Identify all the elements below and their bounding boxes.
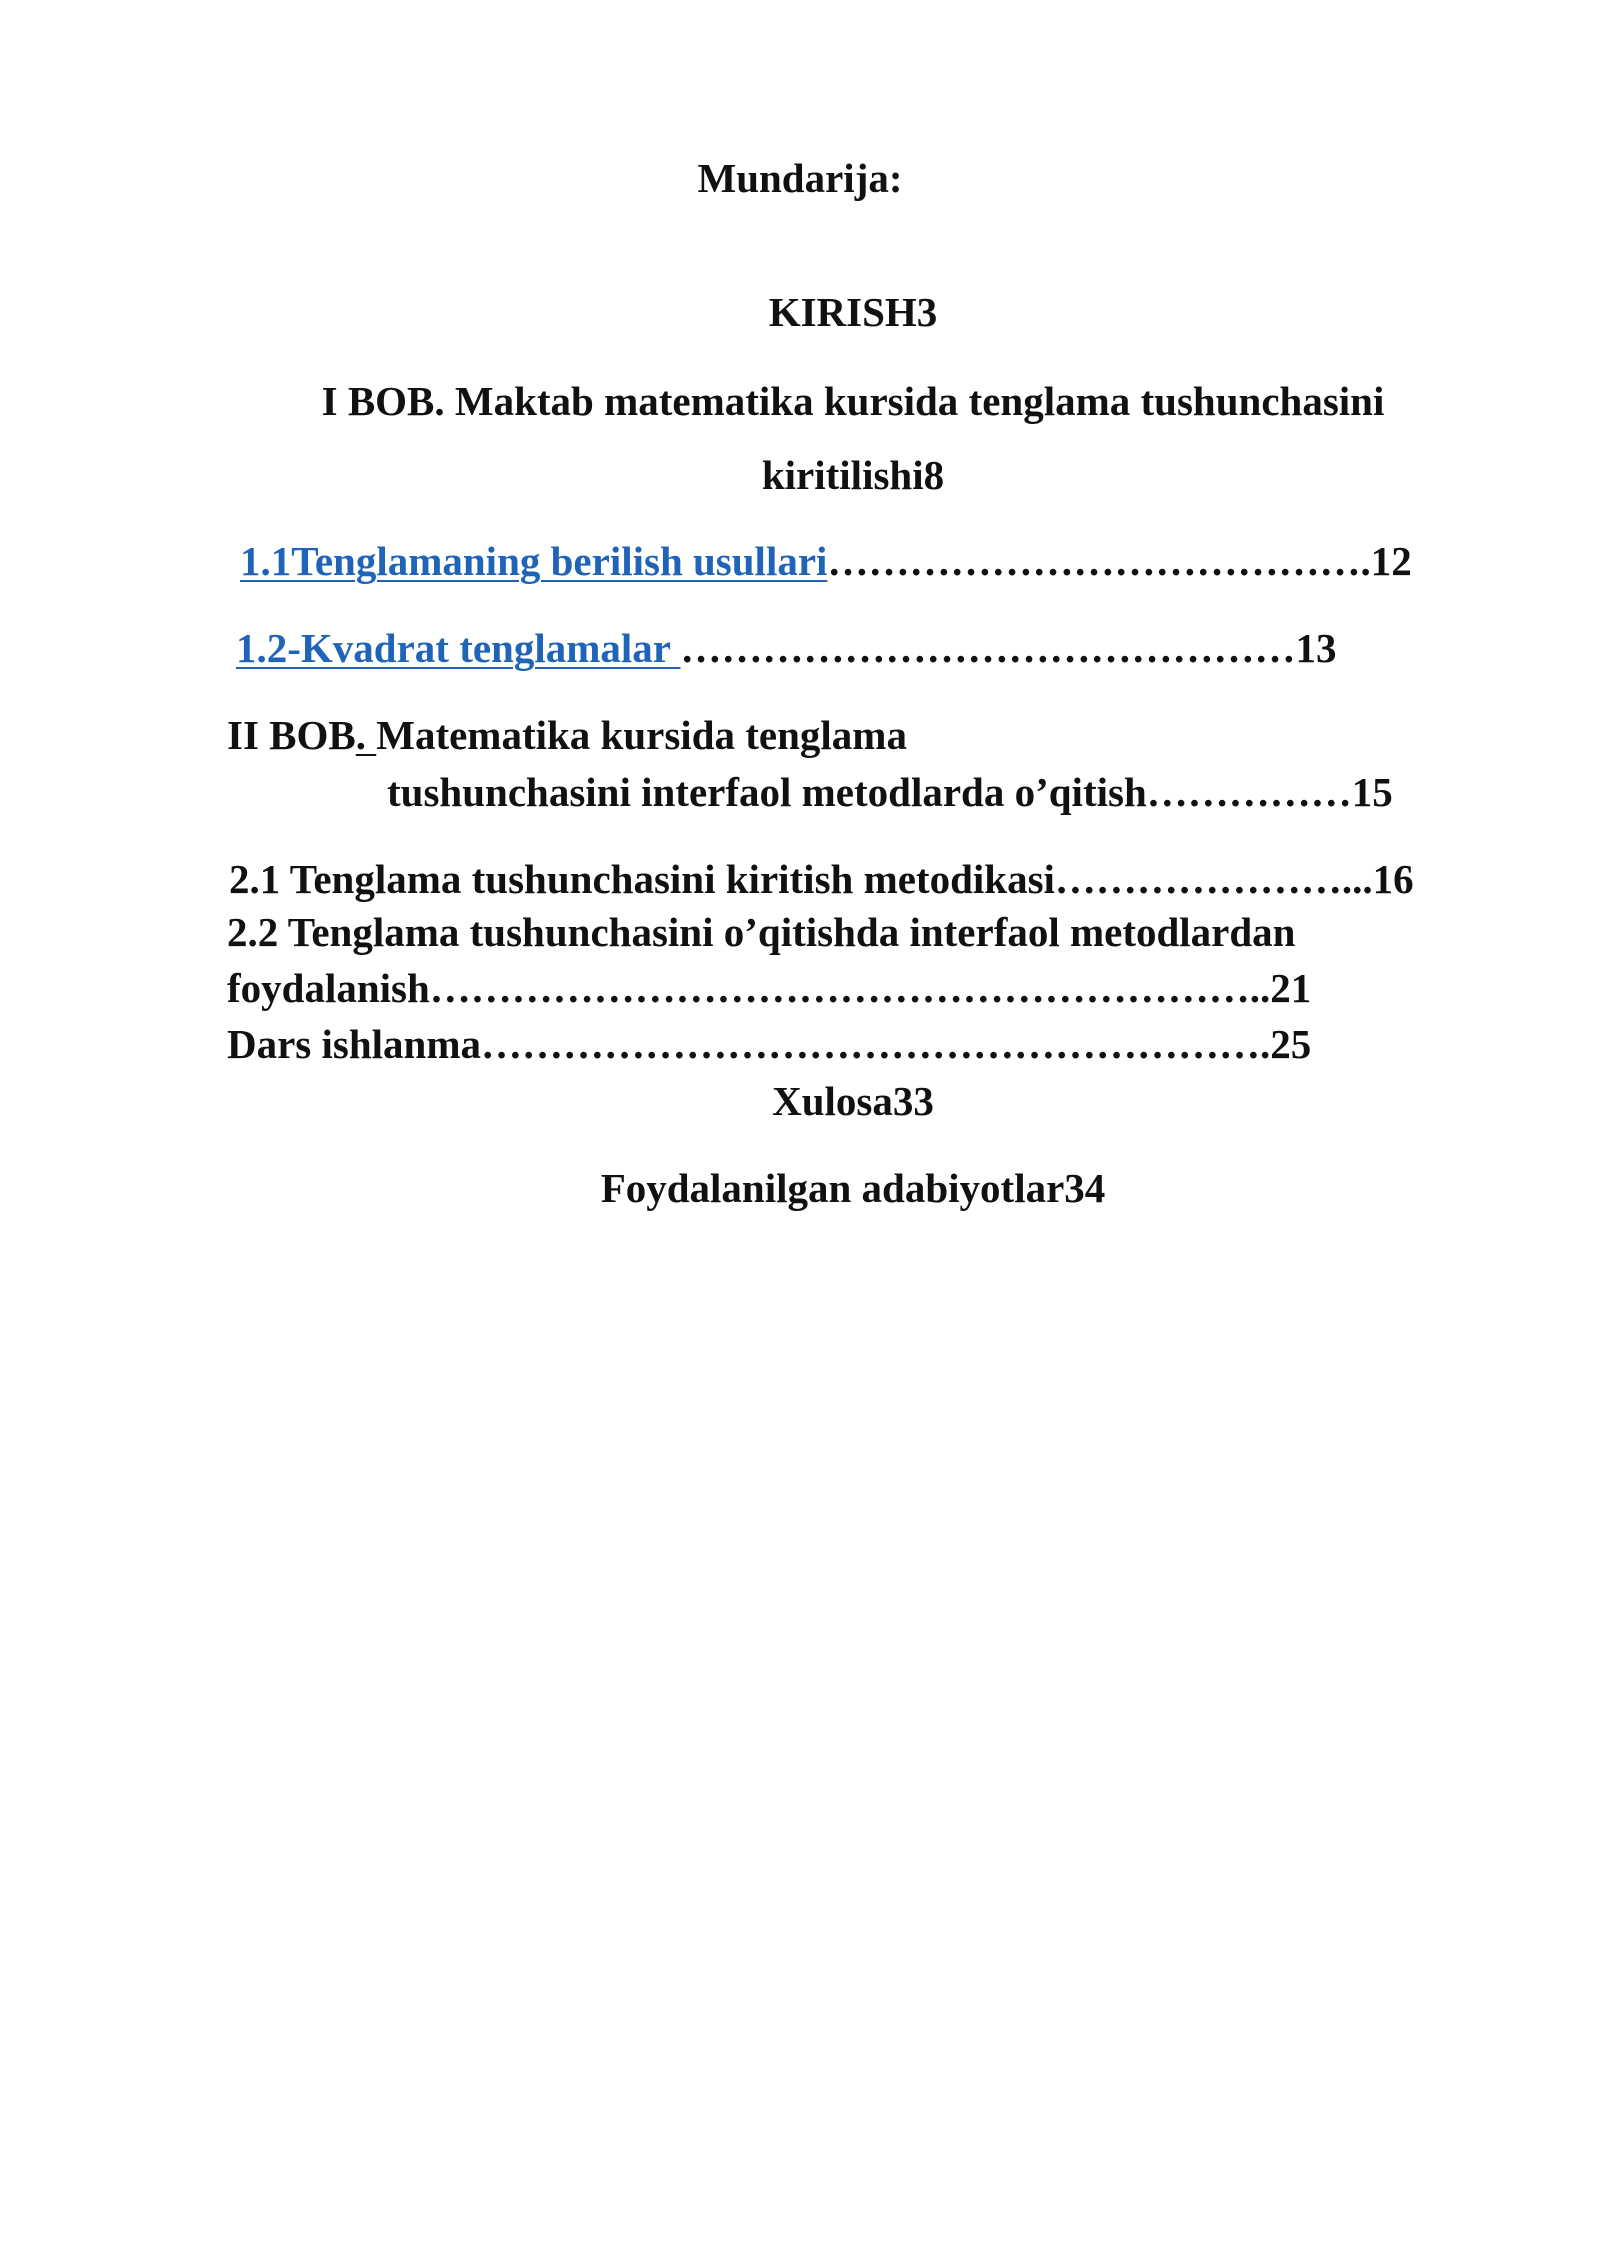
- toc-entry-dars-ishlanma: Dars ishlanma………………………………………………….25: [227, 1021, 1312, 1067]
- section-1-2-page: 13: [1295, 625, 1337, 671]
- toc-entry-section-2-1: 2.1 Tenglama tushunchasini kiritish metodikasi…………………...16: [229, 856, 1414, 902]
- chapter-2-space: [366, 712, 376, 758]
- section-1-1-page: .12: [1360, 538, 1412, 584]
- toc-entry-kirish: KIRISH3: [768, 289, 938, 335]
- toc-entry-section-1-1: [240, 538, 1412, 584]
- toc-entry-section-2-2-line-1: 2.2 Tenglama tushunchasini o’qitishda interfaol metodlardan: [227, 909, 1296, 955]
- toc-entry-xulosa: Xulosa33: [772, 1078, 934, 1124]
- toc-entry-chapter-1-line-2: kiritilishi8: [761, 452, 945, 498]
- section-1-2-link[interactable]: 1.2-Kvadrat tenglamalar: [236, 625, 681, 671]
- section-1-1-leader: …………………………………: [827, 538, 1361, 584]
- chapter-2-prefix: II BOB: [227, 712, 356, 758]
- toc-entry-chapter-1-line-1: I BOB. Maktab matematika kursida tenglama tushunchasini: [321, 378, 1385, 424]
- chapter-2-dot: .: [355, 712, 366, 758]
- toc-entry-section-1-2: [236, 625, 1337, 671]
- chapter-2-title: Matematika kursida tenglama: [376, 712, 907, 758]
- toc-title: Mundarija:: [697, 155, 903, 201]
- section-1-1-link[interactable]: 1.1Tenglamaning berilish usullari: [240, 538, 828, 584]
- section-1-2-leader: ………………………………………: [680, 625, 1296, 671]
- toc-entry-section-2-2-line-2: foydalanish……………………………………………………..21: [227, 965, 1312, 1011]
- toc-entry-chapter-2-line-2: tushunchasini interfaol metodlarda o’qitish……………15: [387, 769, 1393, 815]
- toc-entry-adabiyotlar: Foydalanilgan adabiyotlar34: [600, 1165, 1106, 1211]
- toc-entry-chapter-2-line-1: [227, 712, 907, 758]
